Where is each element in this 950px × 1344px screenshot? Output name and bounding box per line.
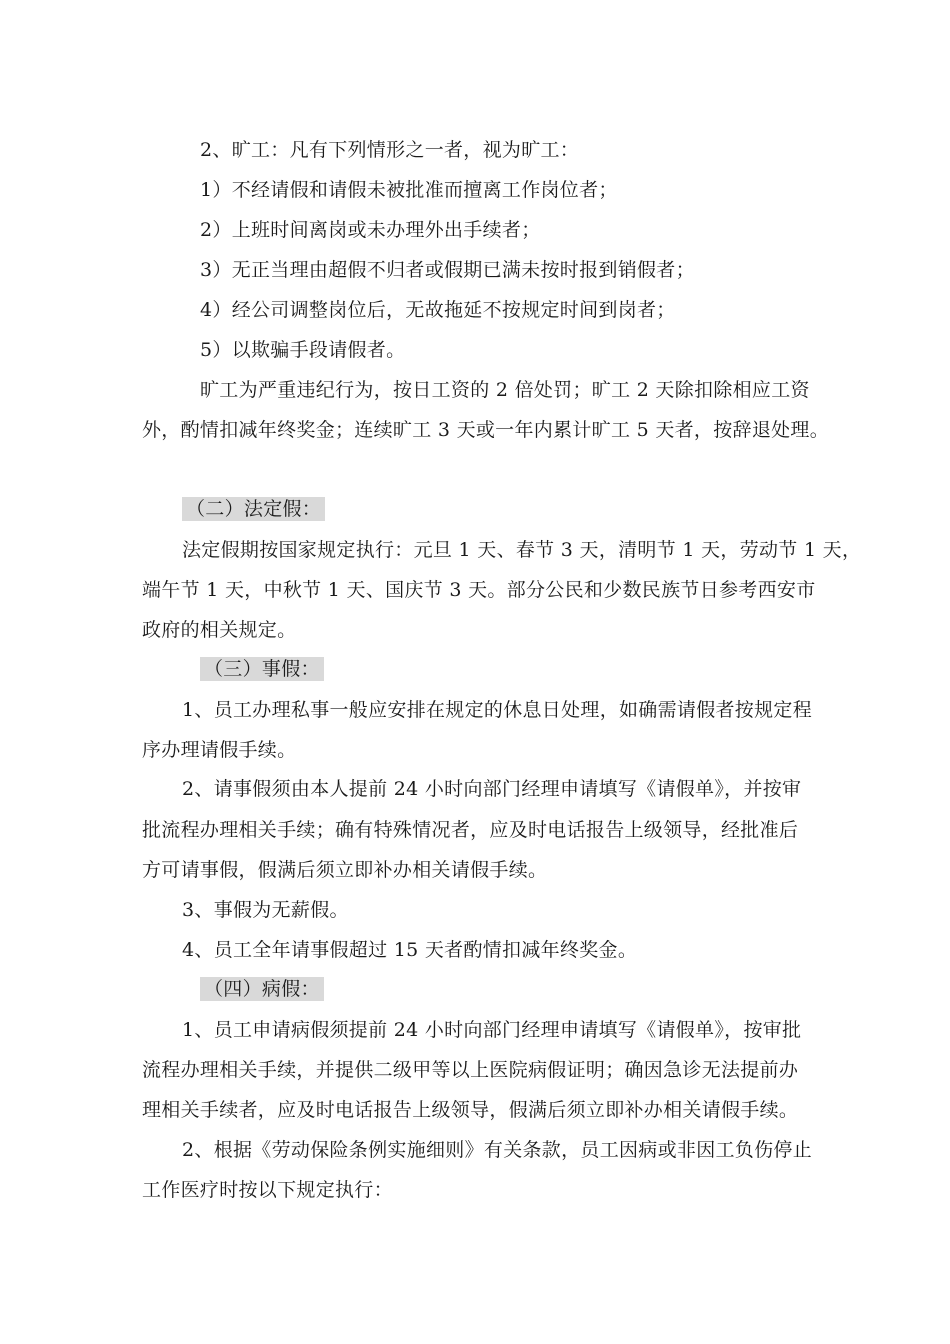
absenteeism-item: 3）无正当理由超假不归者或假期已满未按时报到销假者； [200, 259, 695, 281]
section-title-personal-leave [200, 656, 324, 682]
paragraph-line: 2、根据《劳动保险条例实施细则》有关条款，员工因病或非因工负伤停止 [182, 1139, 812, 1161]
paragraph-line: 批流程办理相关手续；确有特殊情况者，应及时电话报告上级领导，经批准后 [142, 819, 799, 841]
section-title-statutory-holiday [182, 496, 325, 522]
paragraph-line: 4、员工全年请事假超过 15 天者酌情扣减年终奖金。 [182, 939, 638, 961]
paragraph-line: 工作医疗时按以下规定执行： [142, 1179, 393, 1201]
paragraph-line: 3、事假为无薪假。 [182, 899, 349, 921]
paragraph-line: 政府的相关规定。 [142, 619, 297, 641]
section-title-text: （二）法定假： [182, 497, 325, 521]
paragraph-line: 法定假期按国家规定执行：元旦 1 天、春节 3 天，清明节 1 天，劳动节 1 天， [182, 539, 862, 561]
paragraph-line: 端午节 1 天，中秋节 1 天、国庆节 3 天。部分公民和少数民族节日参考西安市 [142, 579, 816, 601]
paragraph-line: 理相关手续者，应及时电话报告上级领导，假满后须立即补办相关请假手续。 [142, 1099, 799, 1121]
absenteeism-item: 1）不经请假和请假未被批准而擅离工作岗位者； [200, 179, 618, 201]
absenteeism-penalty: 旷工为严重违纪行为，按日工资的 2 倍处罚；旷工 2 天除扣除相应工资 [200, 379, 810, 401]
paragraph-line: 1、员工办理私事一般应安排在规定的休息日处理，如确需请假者按规定程 [182, 699, 812, 721]
absenteeism-penalty: 外，酌情扣减年终奖金；连续旷工 3 天或一年内累计旷工 5 天者，按辞退处理。 [142, 419, 830, 441]
paragraph-line: 2、请事假须由本人提前 24 小时向部门经理申请填写《请假单》，并按审 [182, 778, 802, 800]
paragraph-line: 流程办理相关手续，并提供二级甲等以上医院病假证明；确因急诊无法提前办 [142, 1059, 799, 1081]
absenteeism-heading: 2、旷工：凡有下列情形之一者，视为旷工： [200, 139, 580, 161]
paragraph-line: 1、员工申请病假须提前 24 小时向部门经理申请填写《请假单》，按审批 [182, 1019, 802, 1041]
absenteeism-item: 4）经公司调整岗位后，无故拖延不按规定时间到岗者； [200, 299, 676, 321]
absenteeism-item: 2）上班时间离岗或未办理外出手续者； [200, 219, 541, 241]
paragraph-line: 序办理请假手续。 [142, 739, 297, 761]
section-title-text: （四）病假： [200, 977, 324, 1001]
section-title-sick-leave [200, 976, 324, 1002]
paragraph-line: 方可请事假，假满后须立即补办相关请假手续。 [142, 859, 548, 881]
section-title-text: （三）事假： [200, 657, 324, 681]
absenteeism-item: 5）以欺骗手段请假者。 [200, 339, 406, 361]
